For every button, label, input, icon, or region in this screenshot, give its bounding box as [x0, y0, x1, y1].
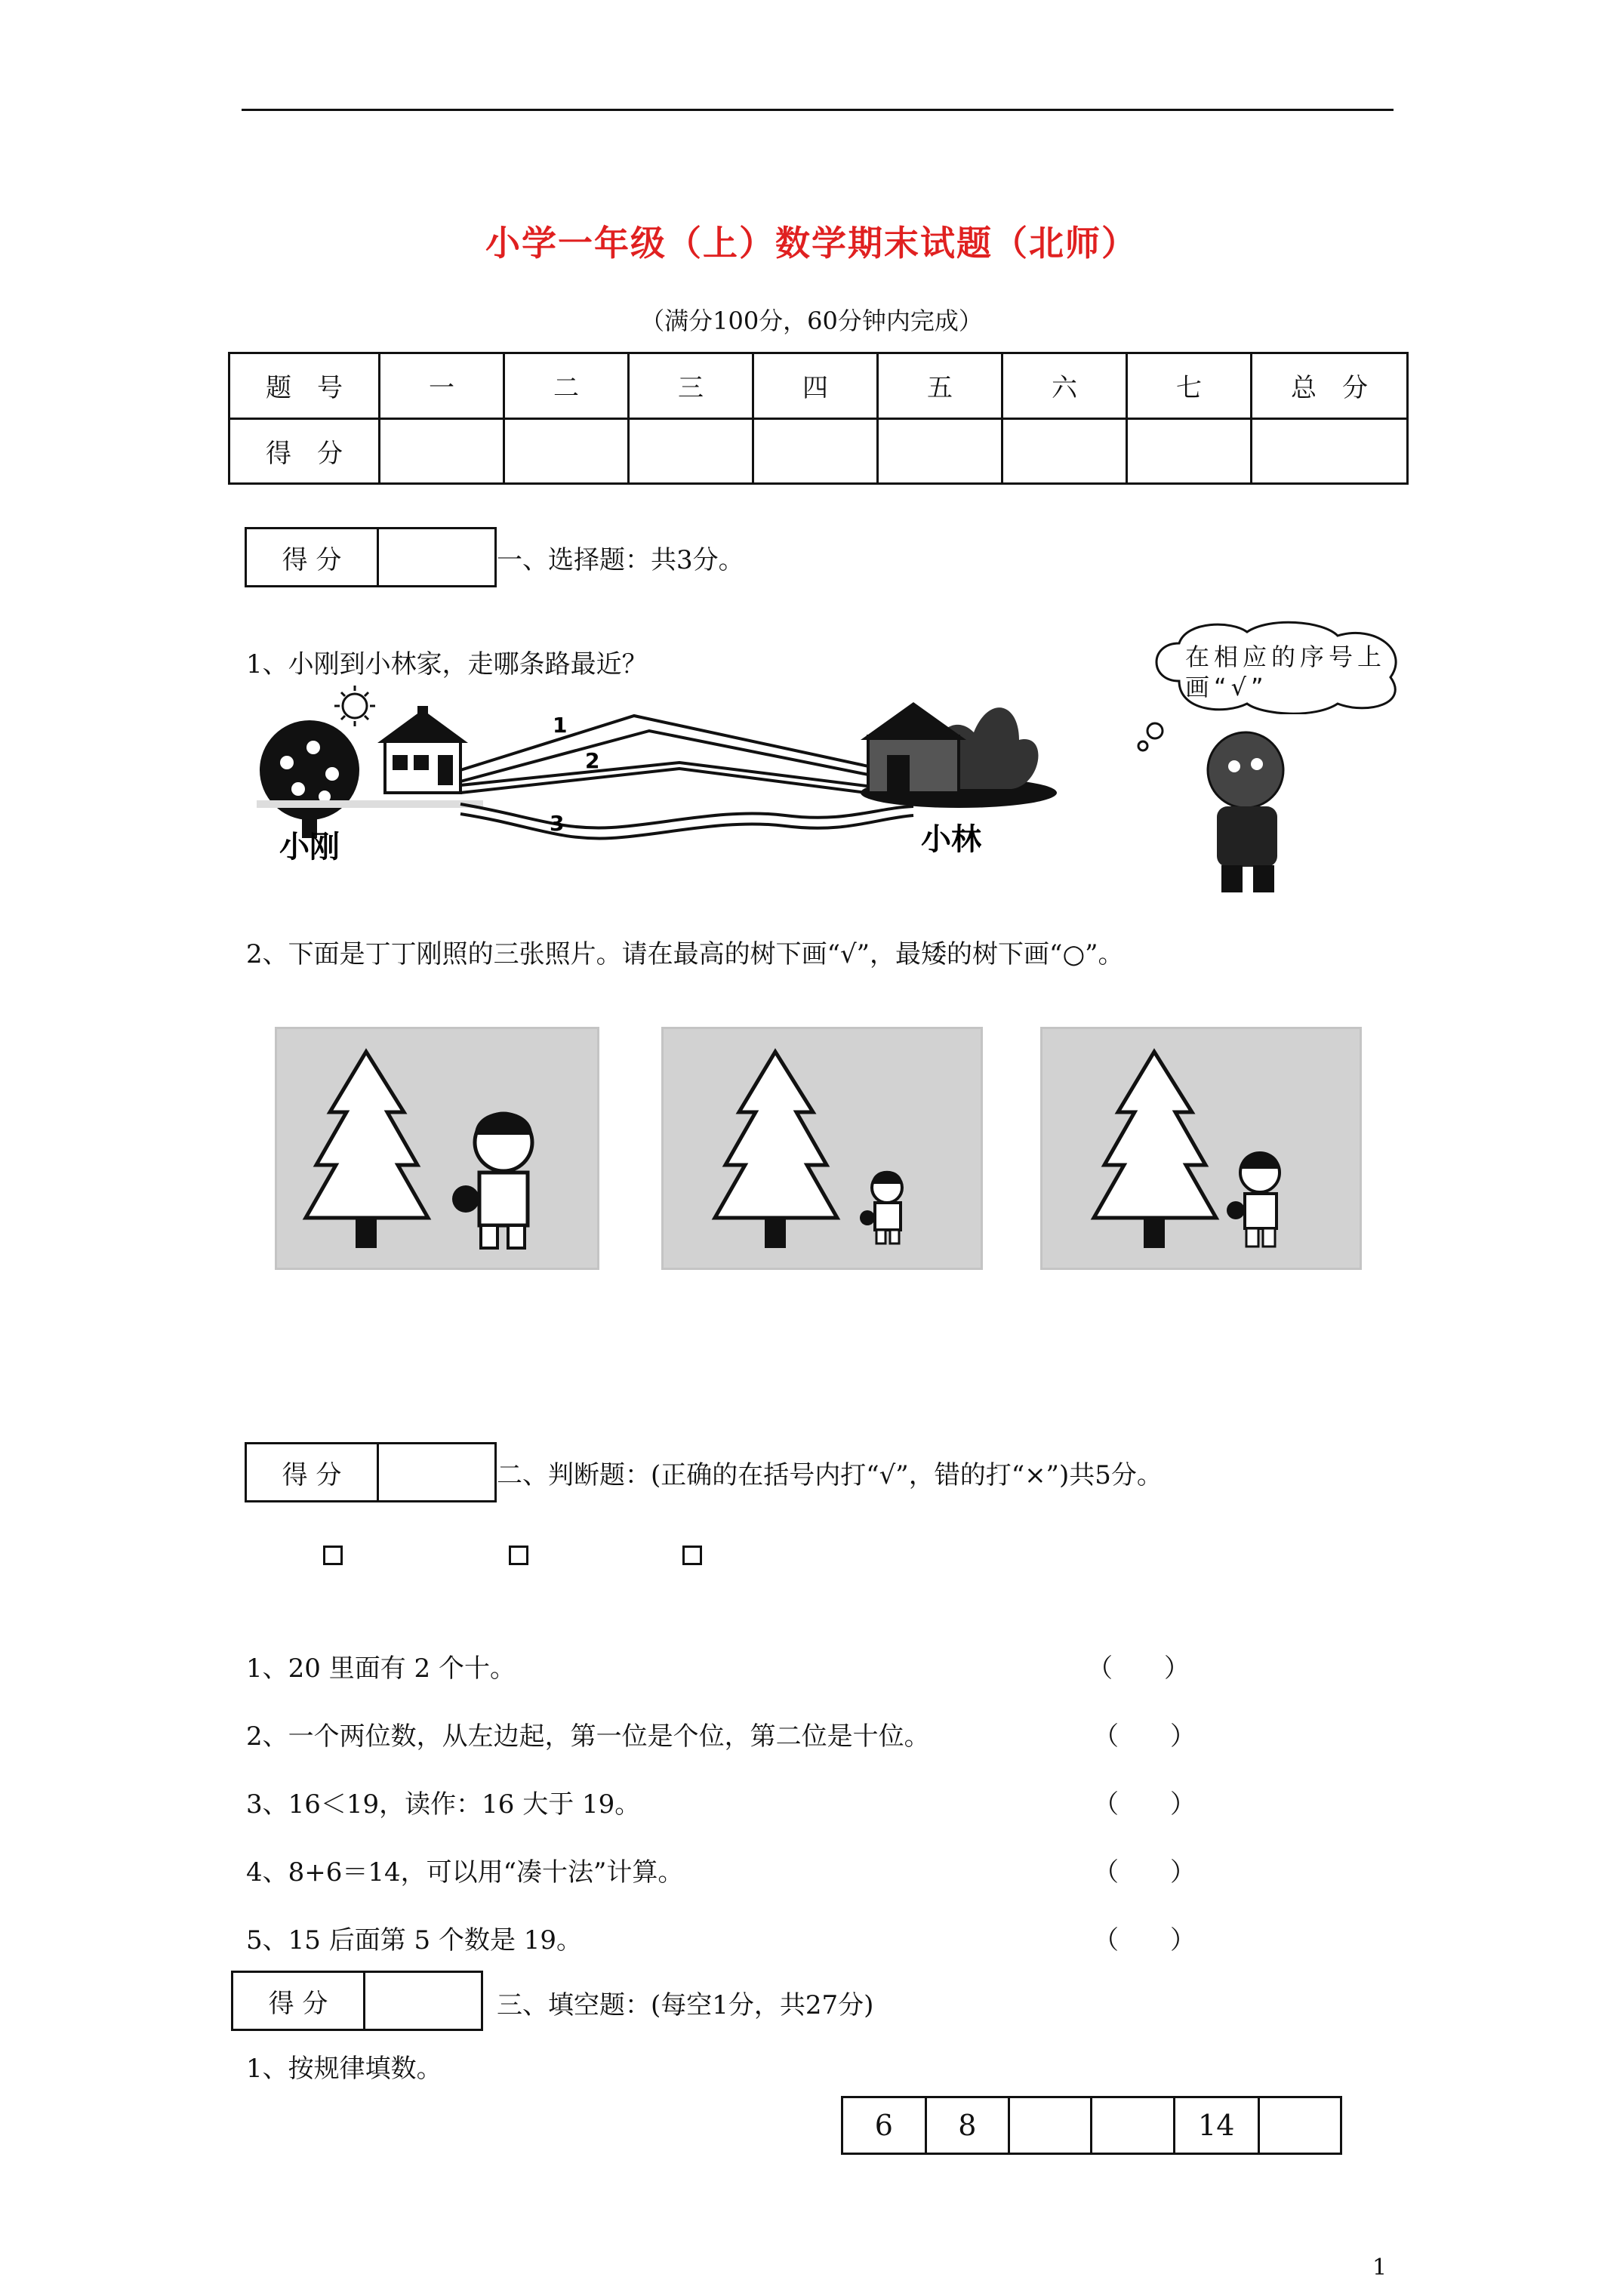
score-header-cell: 七 — [1127, 353, 1252, 419]
judgment-answer-3[interactable]: （ ） — [1093, 1789, 1196, 1820]
score-box-label: 得 分 — [247, 1444, 379, 1500]
score-table-header-row — [229, 353, 1408, 419]
judgment-answer-1[interactable]: （ ） — [1087, 1653, 1190, 1684]
section2-heading: 二、判断题：(正确的在括号内打“√”，错的打“×”)共5分。 — [497, 1460, 1163, 1490]
score-cell[interactable] — [1127, 418, 1252, 484]
score-box-field[interactable] — [365, 1973, 481, 2029]
score-cell[interactable] — [504, 418, 629, 484]
score-cell[interactable] — [1002, 418, 1127, 484]
score-row-label: 得 分 — [229, 418, 380, 484]
page-number: 1 — [1372, 2254, 1387, 2281]
page-title: 小学一年级（上）数学期末试题（北师） — [485, 223, 1138, 264]
answer-square[interactable] — [323, 1546, 343, 1565]
xiaolin-label: 小林 — [921, 822, 981, 857]
score-header-cell: 一 — [380, 353, 504, 419]
sequence-blank-cell[interactable] — [1009, 2097, 1092, 2154]
tree-and-small-boy-icon — [664, 1029, 981, 1268]
thought-bubble-text: 在相应的序号上画“√” — [1185, 643, 1387, 701]
score-header-cell: 二 — [504, 353, 629, 419]
score-header-cell: 五 — [878, 353, 1002, 419]
score-box-label: 得 分 — [247, 529, 379, 585]
photo-2 — [661, 1027, 983, 1270]
xiaogang-label: 小刚 — [279, 830, 340, 864]
photo-3 — [1040, 1027, 1362, 1270]
score-header-cell: 六 — [1002, 353, 1127, 419]
judgment-answer-5[interactable]: （ ） — [1093, 1925, 1196, 1955]
apple-tree-icon — [260, 720, 359, 838]
section1-heading: 一、选择题：共3分。 — [497, 545, 744, 575]
page-subtitle: （满分100分，60分钟内完成） — [640, 307, 983, 335]
score-cell[interactable] — [1252, 418, 1408, 484]
sequence-cell: 14 — [1174, 2097, 1258, 2154]
tree-and-medium-boy-icon — [1042, 1029, 1360, 1268]
section2-score-box — [245, 1442, 497, 1502]
section3-score-box — [231, 1971, 483, 2031]
sequence-cell: 6 — [842, 2097, 926, 2154]
score-cell[interactable] — [878, 418, 1002, 484]
house-icon — [377, 706, 468, 793]
route-3-label: 3 — [550, 811, 565, 836]
sequence-table — [841, 2096, 1342, 2155]
judgment-answer-2[interactable]: （ ） — [1093, 1721, 1196, 1752]
photo-1 — [275, 1027, 599, 1270]
answer-square[interactable] — [682, 1546, 702, 1565]
sequence-cell: 8 — [925, 2097, 1009, 2154]
judgment-item-2: 2、一个两位数，从左边起，第一位是个位，第二位是十位。 — [246, 1721, 930, 1752]
score-header-cell: 题 号 — [229, 353, 380, 419]
score-cell[interactable] — [753, 418, 878, 484]
answer-square[interactable] — [509, 1546, 528, 1565]
section1-score-box — [245, 527, 497, 587]
barn-icon — [861, 702, 1057, 808]
sequence-blank-cell[interactable] — [1092, 2097, 1174, 2154]
score-box-field[interactable] — [379, 1444, 494, 1500]
judgment-item-5: 5、15 后面第 5 个数是 19。 — [246, 1925, 583, 1955]
boy-icon — [1132, 710, 1329, 898]
question-1-1: 1、小刚到小林家，走哪条路最近？ — [246, 649, 648, 680]
judgment-item-4: 4、8+6＝14，可以用“凑十法”计算。 — [246, 1857, 684, 1888]
tree-and-boy-icon — [277, 1029, 597, 1268]
score-header-cell: 四 — [753, 353, 878, 419]
score-box-label: 得 分 — [233, 1973, 365, 2029]
question-3-1: 1、按规律填数。 — [246, 2054, 442, 2084]
score-cell[interactable] — [629, 418, 753, 484]
sequence-blank-cell[interactable] — [1258, 2097, 1341, 2154]
route-1-label: 1 — [553, 713, 568, 738]
judgment-item-3: 3、16＜19，读作：16 大于 19。 — [246, 1789, 641, 1820]
section3-heading: 三、填空题：(每空1分，共27分) — [497, 1990, 874, 2020]
route-lines — [460, 716, 921, 838]
judgment-item-1: 1、20 里面有 2 个十。 — [246, 1653, 516, 1684]
score-header-cell: 三 — [629, 353, 753, 419]
header-rule — [242, 109, 1394, 111]
route-2-label: 2 — [585, 748, 600, 773]
score-box-field[interactable] — [379, 529, 494, 585]
question-1-2: 2、下面是丁丁刚照的三张照片。请在最高的树下画“√”，最矮的树下画“○”。 — [246, 939, 1124, 969]
judgment-answer-4[interactable]: （ ） — [1093, 1857, 1196, 1888]
score-cell[interactable] — [380, 418, 504, 484]
score-header-cell: 总 分 — [1252, 353, 1408, 419]
sun-icon — [334, 686, 375, 726]
score-table-score-row — [229, 418, 1408, 484]
route-illustration — [257, 680, 1057, 868]
score-table — [228, 352, 1409, 485]
